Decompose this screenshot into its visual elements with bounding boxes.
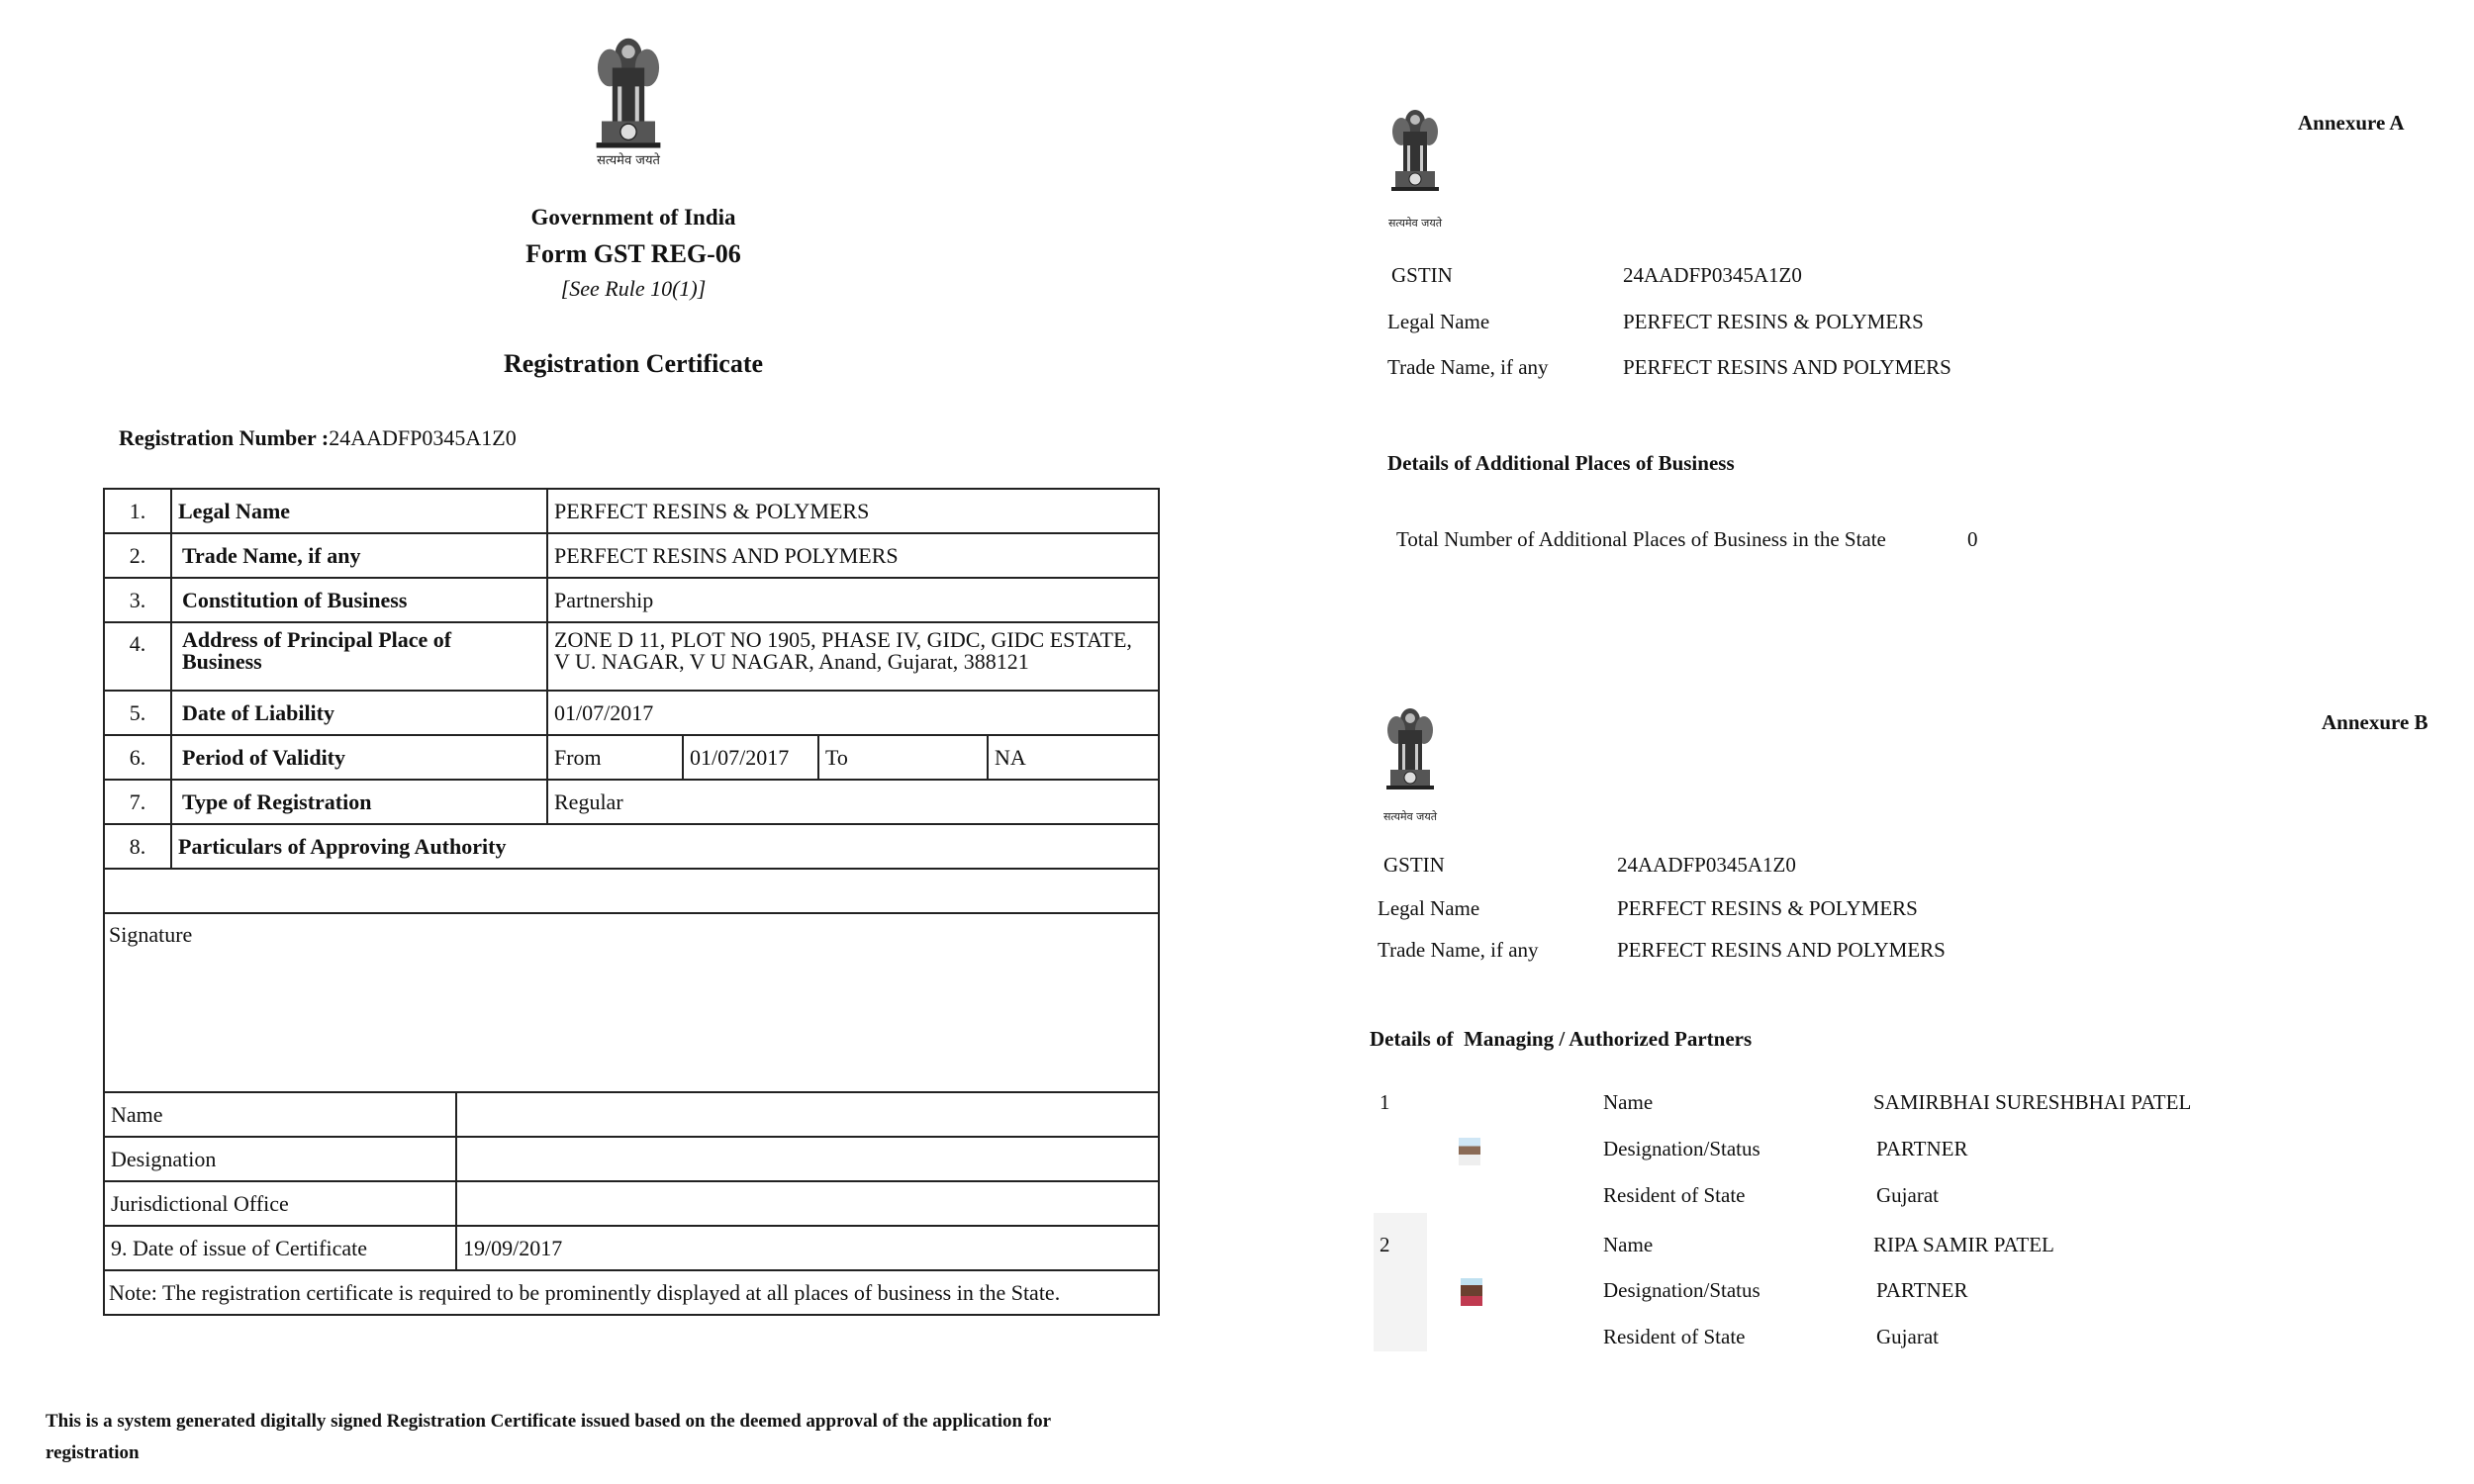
rule-reference: [See Rule 10(1)] (560, 276, 707, 301)
authority-label: Jurisdictional Office (103, 1180, 457, 1227)
row-num: 4. (103, 621, 172, 692)
emblem-motto: सत्यमेव जयते (597, 153, 660, 168)
form-title: Form GST REG-06 (525, 239, 741, 268)
row-num: 2. (103, 532, 172, 579)
legal-name-value: PERFECT RESINS & POLYMERS (546, 488, 1160, 534)
row-label: Constitution of Business (170, 577, 548, 623)
footer-line-2: registration (46, 1442, 140, 1463)
trade-name-value: PERFECT RESINS AND POLYMERS (546, 532, 1160, 579)
partner-name-value: SAMIRBHAI SURESHBHAI PATEL (1873, 1090, 2192, 1114)
row-num: 1. (103, 488, 172, 534)
display-note: Note: The registration certificate is required to be prominently displayed at all places of business in the State. (103, 1269, 1160, 1316)
trade-name-label: Trade Name, if any (1378, 938, 1539, 962)
address-line-1: ZONE D 11, PLOT NO 1905, PHASE IV, GIDC, GIDC ESTATE, (554, 627, 1132, 652)
national-emblem-icon (584, 28, 673, 161)
legal-name-value: PERFECT RESINS & POLYMERS (1617, 896, 1918, 920)
registration-type-value: Regular (546, 779, 1160, 825)
registration-number (119, 425, 517, 451)
certificate-heading: Registration Certificate (503, 349, 764, 378)
authority-name-value (455, 1091, 1160, 1138)
row-num: 7. (103, 779, 172, 825)
address-value (546, 621, 1160, 692)
trade-name-label: Trade Name, if any (1387, 355, 1549, 379)
partner-designation-value: PARTNER (1876, 1137, 1968, 1160)
legal-name-label: Legal Name (1378, 896, 1480, 920)
partner-designation-label: Designation/Status (1603, 1137, 1760, 1160)
row-num: 6. (103, 734, 172, 781)
row-label: Period of Validity (170, 734, 548, 781)
registration-number-label: Registration Number : (119, 425, 330, 450)
partner-resident-value: Gujarat (1876, 1183, 1939, 1207)
partner-designation-label: Designation/Status (1603, 1278, 1760, 1302)
partner-index: 1 (1380, 1090, 1390, 1114)
partner-photo (1459, 1138, 1480, 1165)
additional-places-count-label: Total Number of Additional Places of Business in the State (1396, 527, 1886, 551)
partner-name-value: RIPA SAMIR PATEL (1873, 1233, 2054, 1256)
authority-label: Designation (103, 1136, 457, 1182)
trade-name-value: PERFECT RESINS AND POLYMERS (1617, 938, 1946, 962)
validity-to-value: NA (987, 734, 1160, 781)
partner-resident-value: Gujarat (1876, 1325, 1939, 1348)
validity-to-label: To (817, 734, 989, 781)
row-label: Type of Registration (170, 779, 548, 825)
validity-from-value: 01/07/2017 (682, 734, 819, 781)
row-num: 5. (103, 690, 172, 736)
row-num: 8. (103, 823, 172, 870)
row-label: Particulars of Approving Authority (170, 823, 1160, 870)
partners-heading: Details of Managing / Authorized Partners (1370, 1027, 1753, 1051)
signature-label: Signature (109, 922, 193, 947)
row-num: 3. (103, 577, 172, 623)
validity-from-label: From (546, 734, 684, 781)
trade-name-value: PERFECT RESINS AND POLYMERS (1623, 355, 1951, 379)
partner-index: 2 (1380, 1233, 1390, 1256)
empty-row (103, 868, 1160, 914)
signature-box (103, 912, 1160, 1093)
additional-places-heading: Details of Additional Places of Business (1387, 451, 1735, 475)
national-emblem-icon (1380, 691, 1440, 809)
partner-photo (1461, 1278, 1482, 1306)
legal-name-value: PERFECT RESINS & POLYMERS (1623, 310, 1924, 333)
partner-resident-label: Resident of State (1603, 1325, 1746, 1348)
jurisdictional-office-value (455, 1180, 1160, 1227)
government-heading: Government of India (530, 205, 736, 230)
authority-designation-value (455, 1136, 1160, 1182)
gstin-label: GSTIN (1383, 853, 1445, 877)
gstin-label: GSTIN (1391, 263, 1453, 287)
authority-label: 9. Date of issue of Certificate (103, 1225, 457, 1271)
partner-resident-label: Resident of State (1603, 1183, 1746, 1207)
partner-name-label: Name (1603, 1233, 1654, 1256)
partner-designation-value: PARTNER (1876, 1278, 1968, 1302)
additional-places-count-value: 0 (1967, 527, 1978, 551)
footer-line-1: This is a system generated digitally signed Registration Certificate issued based on the deemed approval of the application for (46, 1411, 1052, 1432)
gstin-value: 24AADFP0345A1Z0 (1617, 853, 1796, 877)
annexure-b-title: Annexure B (2322, 710, 2428, 734)
emblem-motto: सत्यमेव जयते (1382, 810, 1437, 823)
address-line-2: V U. NAGAR, V U NAGAR, Anand, Gujarat, 388121 (554, 649, 1029, 674)
partner-name-label: Name (1603, 1090, 1654, 1114)
row-label: Trade Name, if any (170, 532, 548, 579)
row-label (170, 621, 548, 692)
annexure-a-title: Annexure A (2298, 111, 2405, 135)
authority-label: Name (103, 1091, 457, 1138)
legal-name-label: Legal Name (1387, 310, 1490, 333)
address-label: Address of Principal Place of Business (182, 627, 452, 674)
emblem-motto: सत्यमेव जयते (1387, 217, 1442, 230)
issue-date-value: 19/09/2017 (455, 1225, 1160, 1271)
registration-number-value: 24AADFP0345A1Z0 (329, 425, 517, 450)
liability-date-value: 01/07/2017 (546, 690, 1160, 736)
constitution-value: Partnership (546, 577, 1160, 623)
row-label: Legal Name (170, 488, 548, 534)
national-emblem-icon (1385, 87, 1445, 216)
gstin-value: 24AADFP0345A1Z0 (1623, 263, 1802, 287)
row-label: Date of Liability (170, 690, 548, 736)
